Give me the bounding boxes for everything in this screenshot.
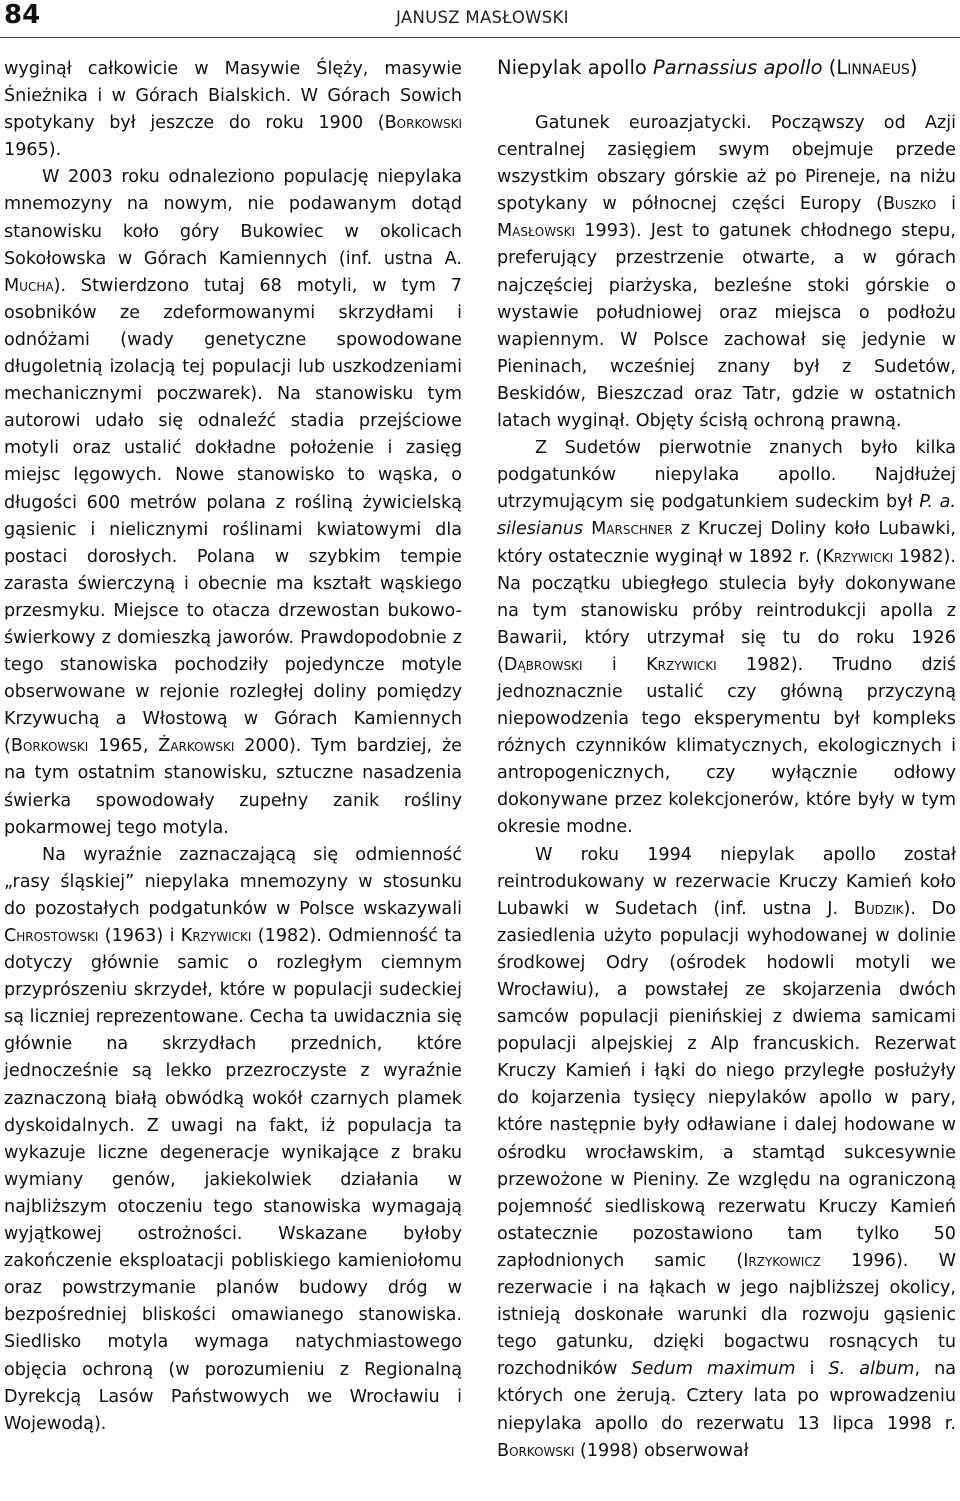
taxon-name: S. album [828, 1359, 915, 1380]
citation-author: Buszko [882, 194, 937, 215]
page-number: 84 [4, 0, 41, 30]
citation-author: Krzywicki [646, 654, 717, 675]
section-heading: Niepylak apollo Parnassius apollo (Linnaeus) [497, 56, 918, 79]
running-head: JANUSZ MASŁOWSKI [396, 8, 569, 27]
right-column [497, 110, 956, 1465]
citation-author: Dąbrowski [503, 654, 583, 675]
citation-author: Masłowski [497, 221, 576, 242]
citation-author: Krzywicki [180, 926, 252, 946]
paragraph-left-3: Na wyraźnie zaznaczającą się odmienność „rasy śląskiej” niepylaka mnemozyny w stosunku do pozostałych podgatunków w Polsce wskazywali Chrostowski (1963) i Krzywicki (1982). Odmienność ta dotyczy głównie samic o rozległym ciemnym przyprószeniu skrzydeł, które w populacji sudeckiej są liczniej reprezentowane. Cecha ta uwidacznia się głównie na skrzydłach przednich, które jednocześnie są lekko przezroczyste z wyraźnie zaznaczoną białą obwódką wokół czarnych plamek dyskoidalnych. Z uwagi na fakt, iż populacja ta wykazuje liczne degeneracje wynikające z braku wymiany genów, jakiekolwiek działania w najbliższym otoczeniu tego stanowiska wymagają wyjątkowej ostrożności. Wskazane byłoby zakończenie eksploatacji pobliskiego kamieniołomu oraz powstrzymanie planów budowy dróg w bezpośredniej bliskości omawianego stanowiska. Siedlisko motyla wymaga natychmiastowego objęcia ochroną (w porozumieniu z Regionalną Dyrekcją Lasów Państwowych we Wrocławiu i Wojewodą). [4, 844, 462, 1434]
header-rule [0, 37, 960, 38]
citation-author: Borkowski [497, 1440, 575, 1461]
citation-author: Mucha [4, 275, 54, 296]
taxon-name: P. a. silesianus [497, 492, 956, 540]
paragraph-left-1: wyginął całkowicie w Masywie Ślęży, masywie Śnieżnika i w Górach Bialskich. W Górach Sowich spotykany był jeszcze do roku 1900 (Borkowski 1965). [4, 59, 462, 161]
citation-author: Chrostowski [4, 926, 99, 946]
citation-author: Borkowski [10, 736, 89, 757]
paragraph-left-2: W 2003 roku odnaleziono populację niepylaka mnemozyny na nowym, nie podawanym dotąd stanowisku koło góry Bukowiec w okolicach Sokołowska w Górach Kamiennych (inf. ustna A. Mucha). Stwierdzono tutaj 68 motyli, w tym 7 osobników ze zdeformowanymi skrzydłami i odnóżami (wady genetyczne spowodowane długoletnią izolacją tej populacji lub uszkodzeniami mechanicznymi poczwarek). Na stanowisku tym autorowi udało się odnaleźć stadia przejściowe motyli oraz ustalić dokładne położenie i zasięg miejsc lęgowych. Nowe stanowisko to wąska, o długości 600 metrów polana z rośliną żywicielską gąsienic i nielicznymi roślinami kwiatowymi dla postaci dorosłych. Polana w szybkim tempie zarasta świerczyną i obecnie ma kształt wąskiego przesmyku. Miejsce to otacza drzewostan bukowo-świerkowy z domieszką jaworów. Prawdopodobnie z tego stanowiska pochodziły pojedyncze motyle obserwowane w rejonie rozległej doliny pomiędzy Krzywuchą a Włostową w Górach Kamiennych (Borkowski 1965, Żarkowski 2000). Tym bardziej, że na tym ostatnim stanowisku, sztuczne nasadzenia świerka spowodowały zupełny zanik rośliny pokarmowej tego motyla. [4, 167, 462, 838]
paragraph-right-3: W roku 1994 niepylak apollo został reintrodukowany w rezerwacie Kruczy Kamień koło Lubawki w Sudetach (inf. ustna J. Budzik). Do zasiedlenia użyto populacji wyhodowanej w dolinie środkowej Odry (ośrodek hodowli motyli we Wrocławiu), a powstałej ze skojarzenia dwóch samców populacji pienińskiej z dwiema samicami populacji alpejskiej z Alp francuskich. Rezerwat Kruczy Kamień i łąki do niego przyległe posłużyły do kojarzenia tysięcy niepylaków apollo w pary, które następnie były odławiane i dalej hodowane w ośrodku wrocławskim, a stamtąd sukcesywnie przewożone w Pieniny. Ze względu na ograniczoną pojemność siedliskową rezerwatu Kruczy Kamień ostatecznie pozostawiono tam tylko 50 zapłodnionych samic (Irzykowicz 1996). W rezerwacie i na łąkach w jego najbliższej okolicy, istnieją doskonałe warunki dla rozwoju gąsienic tego gatunku, dzięki bogactwu rosnących tu rozchodników Sedum maximum i S. album, na których one żerują. Cztery lata po wprowadzeniu niepylaka apollo do rezerwatu 13 lipca 1998 r. Borkowski (1998) obserwował [497, 844, 956, 1461]
paragraph-right-1: Gatunek euroazjatycki. Począwszy od Azji centralnej zasięgiem swym obejmuje przede wszystkim obszary górskie aż po Pireneje, na niżu spotykany w północnej części Europy (Buszko i Masłowski 1993). Jest to gatunek chłodnego stepu, preferujący przestrzenie otwarte, a w górach najczęściej piarżyska, bezleśne stoki górskie o wystawie południowej oraz miejsca o podłożu wapiennym. W Polsce zachował się jedynie w Pieninach, wcześniej znany był z Sudetów, Beskidów, Bieszczad oraz Tatr, gdzie w ostatnich latach wyginął. Objęty ścisłą ochroną prawną. [497, 113, 956, 432]
left-column [4, 56, 462, 1438]
citation-author: Krzywicki [822, 546, 894, 567]
taxon-name: Sedum maximum [631, 1359, 796, 1380]
citation-author: Irzykowicz [743, 1250, 821, 1271]
species-author: Linnaeus [836, 56, 910, 79]
citation-author: Żarkowski [158, 736, 235, 757]
paragraph-right-2: Z Sudetów pierwotnie znanych było kilka podgatunków niepylaka apollo. Najdłużej utrzymującym się podgatunkiem sudeckim był P. a. silesianus Marschner z Kruczej Doliny koło Lubawki, który ostatecznie wyginął w 1892 r. (Krzywicki 1982). Na początku ubiegłego stulecia były dokonywane na tym stanowisku próby reintrodukcji apolla z Bawarii, który utrzymał się tu do roku 1926 (Dąbrowski i Krzywicki 1982). Trudno dziś jednoznacznie ustalić czy główną przyczyną niepowodzenia tego eksperymentu był kompleks różnych czynników klimatycznych, ekologicznych i antropogenicznych, czy wyłącznie odłowy dokonywane przez kolekcjonerów, które były w tym okresie modne. [497, 438, 957, 838]
citation-author: Marschner [591, 519, 673, 540]
species-name: Parnassius apollo [653, 56, 823, 79]
citation-author: Budzik [853, 898, 904, 919]
citation-author: Borkowski [384, 113, 462, 134]
